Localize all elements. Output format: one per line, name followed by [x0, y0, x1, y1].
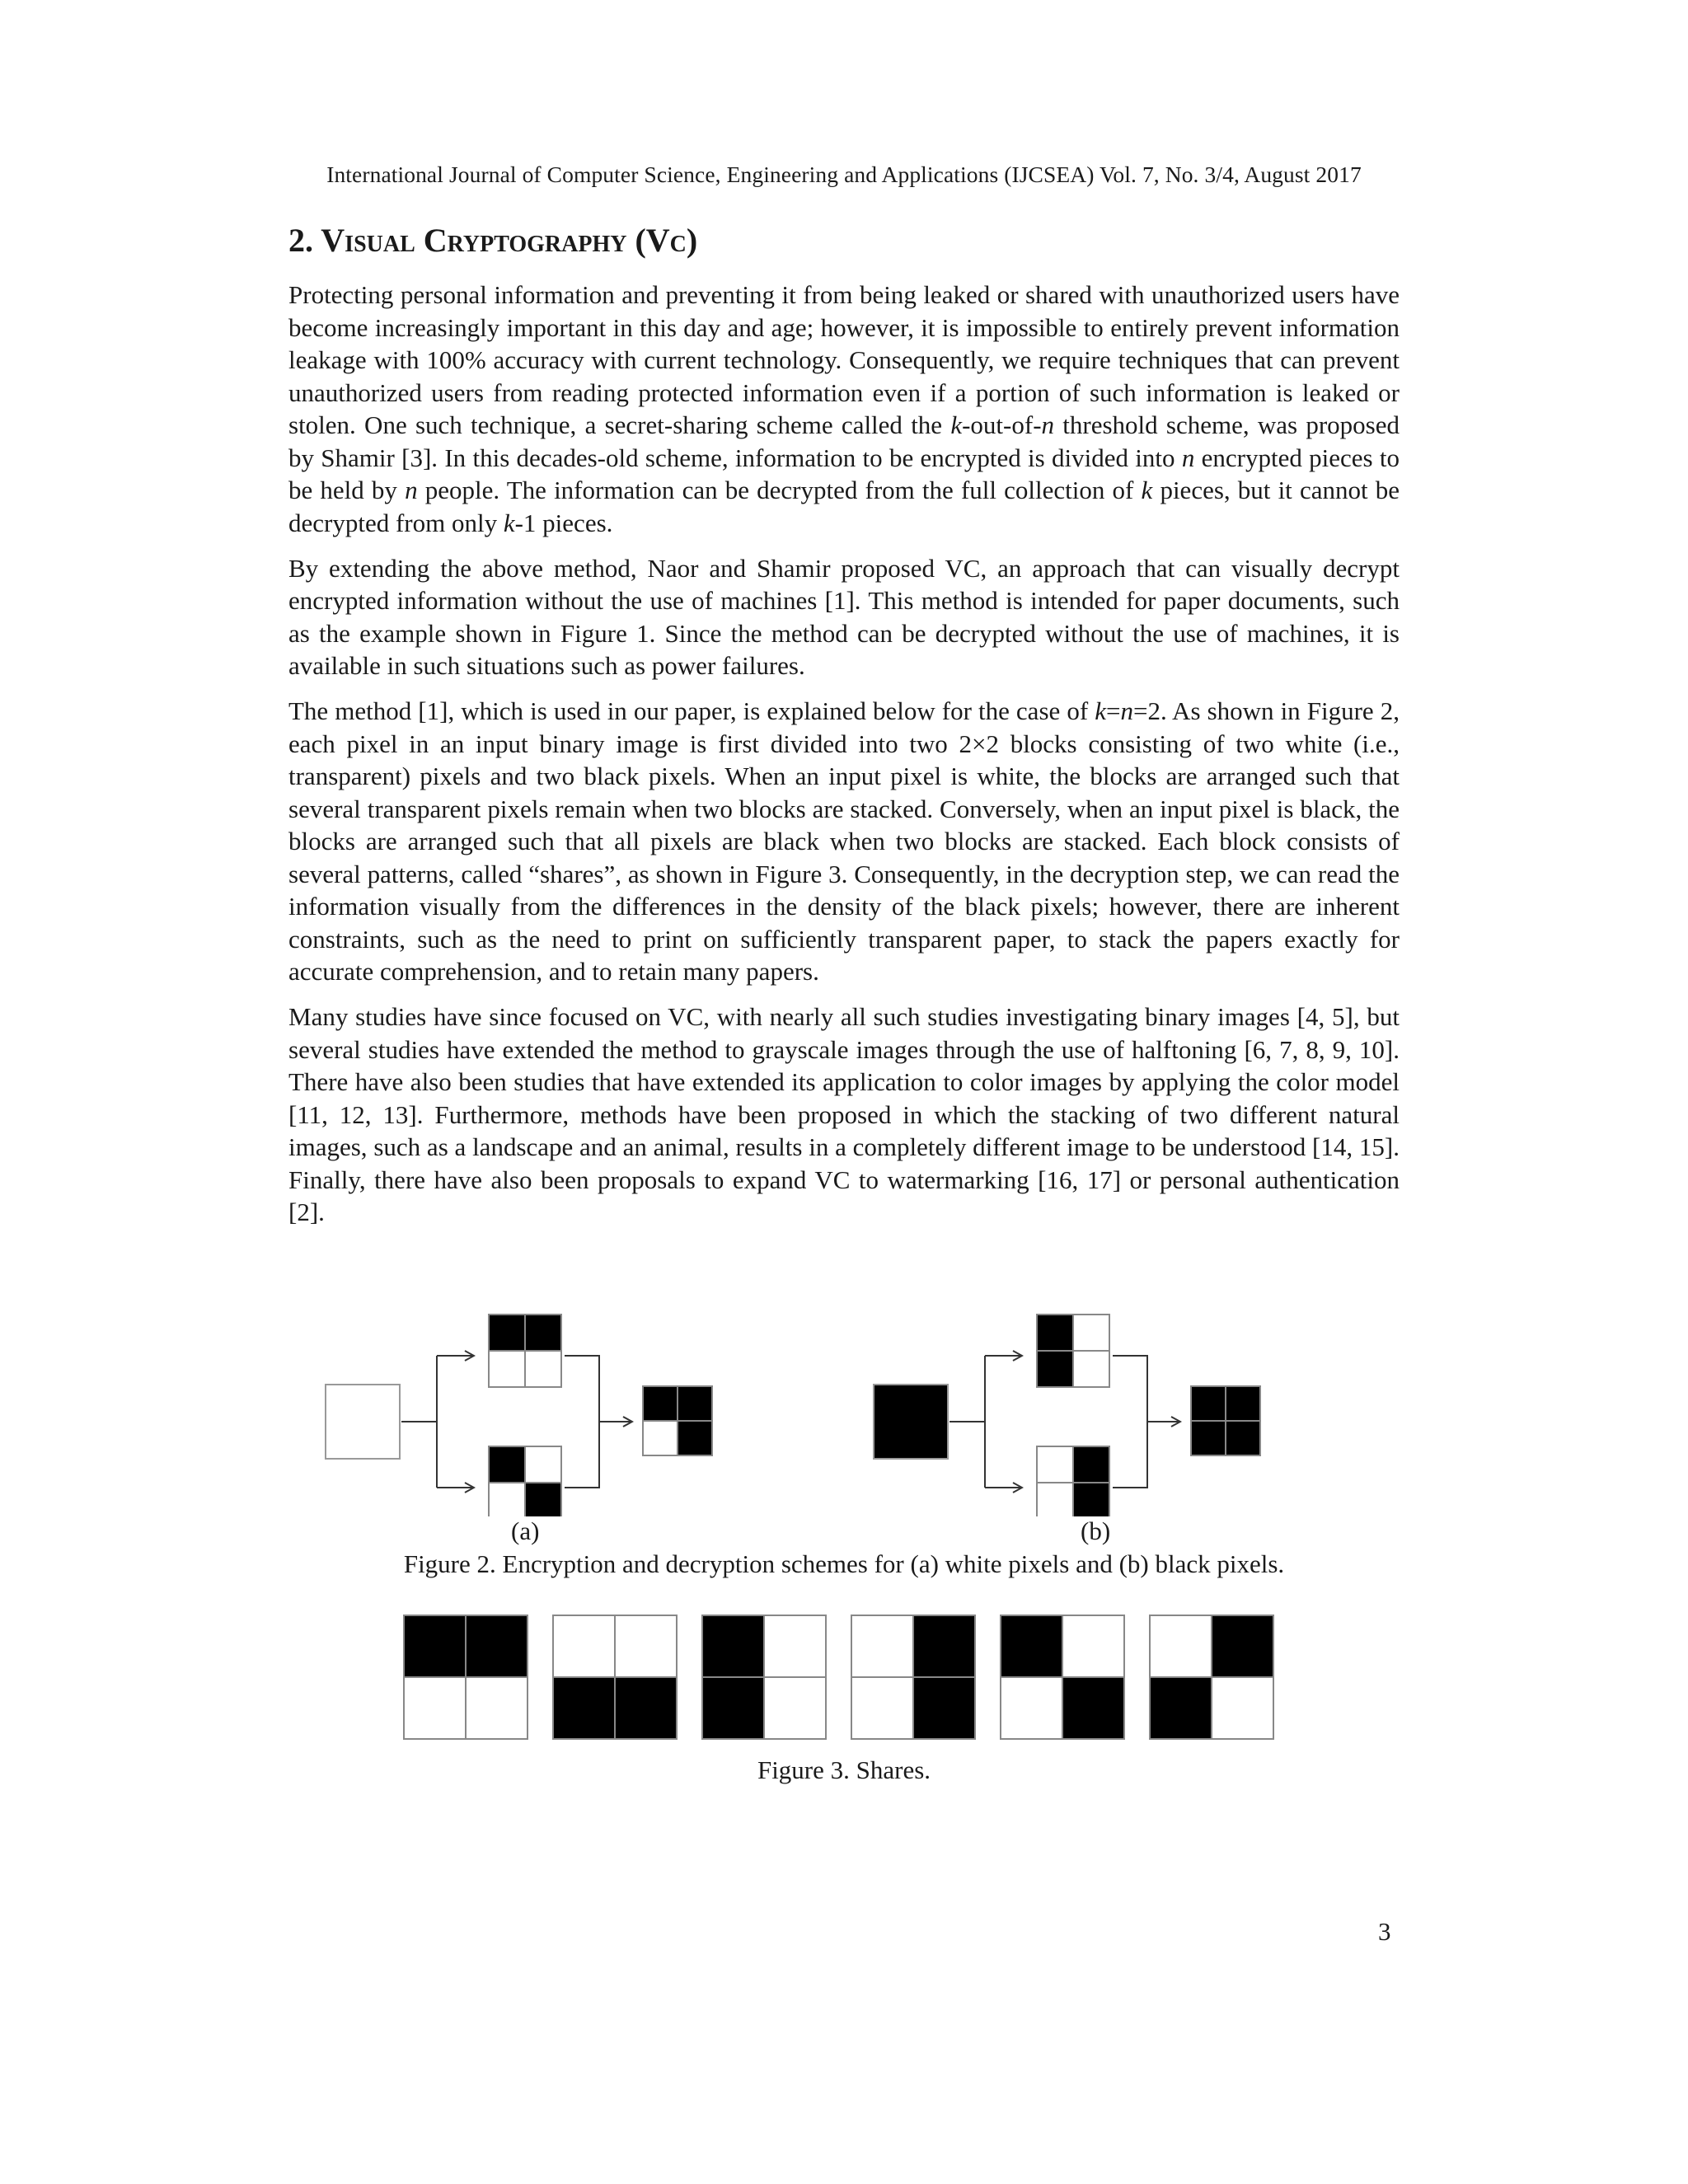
fig2b-share2: [1037, 1446, 1109, 1516]
fig2a-stacked-cell: [643, 1386, 678, 1421]
fig2b-share1-cell: [1073, 1315, 1109, 1351]
fig2b-share1: [1037, 1315, 1109, 1387]
share-1-cell: [404, 1615, 466, 1677]
share-1-cell: [404, 1677, 466, 1739]
fig2a-share2: [489, 1446, 561, 1516]
share-5-cell: [1062, 1677, 1124, 1739]
fig2a-stacked-cell: [678, 1421, 712, 1455]
figure-3-shares: [396, 1611, 1302, 1751]
fig2a-share1: [489, 1315, 561, 1387]
figure-2a: [326, 1315, 712, 1516]
fig2b-share1-cell: [1037, 1351, 1073, 1387]
figure-2-diagram: [313, 1310, 1302, 1516]
fig2a-stacked-cell: [643, 1421, 678, 1455]
share-2: [553, 1615, 677, 1739]
share-3-cell: [702, 1677, 764, 1739]
fig2a-share1-cell: [489, 1351, 525, 1387]
share-4-cell: [913, 1615, 975, 1677]
fig2b-stacked-cell: [1226, 1421, 1260, 1455]
fig2b-stacked-cell: [1191, 1386, 1226, 1421]
fig2b-share2-cell: [1073, 1446, 1109, 1483]
share-2-cell: [553, 1615, 615, 1677]
fig2a-share2-cell: [525, 1446, 561, 1483]
share-3-cell: [702, 1615, 764, 1677]
fig2a-share1-cell: [525, 1315, 561, 1351]
fig2a-share1-cell: [525, 1351, 561, 1387]
share-4-cell: [851, 1677, 913, 1739]
running-header: International Journal of Computer Science, Engineering and Applications (IJCSEA) Vol. 7, No. 3/4, August 2017: [326, 162, 1362, 187]
section-heading: [288, 221, 697, 260]
share-3-cell: [764, 1677, 826, 1739]
share-3-cell: [764, 1615, 826, 1677]
fig2b-share2-cell: [1037, 1483, 1073, 1516]
section-title: Visual Cryptography (Vc): [321, 222, 698, 259]
paragraph-4: Many studies have since focused on VC, with nearly all such studies investigating binary images [4, 5], but several studies have extended the method to grayscale images through the use of halftoning [6, 7, 8, 9, 10]. There have also been studies that have extended its application to color images by applying the color model [11, 12, 13]. Furthermore, methods have been proposed in which the stacking of two different natural images, such as a landscape and an animal, results in a completely different image to be understood [14, 15]. Finally, there have also been proposals to expand VC to watermarking [16, 17] or personal authentication [2].: [288, 1002, 1400, 1226]
share-4-cell: [913, 1677, 975, 1739]
figure-2b-label: (b): [1081, 1516, 1111, 1545]
fig2a-stacked: [643, 1386, 712, 1455]
share-5-cell: [1001, 1677, 1062, 1739]
paragraph-1: Protecting personal information and preventing it from being leaked or shared with unauthorized users have become increasingly important in this day and age; however, it is impossible to entirely prevent information leakage with 100% accuracy with current technology. Consequently, we require techniques that can prevent unauthorized users from reading protected information even if a portion of such information is leaked or stolen. One such technique, a secret-sharing scheme called the k-out-of-n threshold scheme, was proposed by Shamir [3]. In this decades-old scheme, information to be encrypted is divided into n encrypted pieces to be held by n people. The information can be decrypted from the full collection of k pieces, but it cannot be decrypted from only k-1 pieces.: [288, 280, 1400, 537]
fig2a-merge: [565, 1356, 599, 1488]
share-4-cell: [851, 1615, 913, 1677]
fig2b-share2-cell: [1037, 1446, 1073, 1483]
body-text: [288, 279, 1400, 1241]
fig2b-stacked-cell: [1191, 1421, 1226, 1455]
fig2b-share2-cell: [1073, 1483, 1109, 1516]
fig2b-share1-cell: [1073, 1351, 1109, 1387]
share-4: [851, 1615, 975, 1739]
share-5: [1001, 1615, 1124, 1739]
fig2a-input-pixel: [326, 1385, 400, 1459]
paragraph-3: The method [1], which is used in our paper, is explained below for the case of k=n=2. As shown in Figure 2, each pixel in an input binary image is first divided into two 2×2 blocks consisting of two white (i.e., transparent) pixels and two black pixels. When an input pixel is white, the blocks are arranged such that several transparent pixels remain when two blocks are stacked. Conversely, when an input pixel is black, the blocks are arranged such that all pixels are black when two blocks are stacked. Each block consists of several patterns, called “shares”, as shown in Figure 3. Consequently, in the decryption step, we can read the information visually from the differences in the density of the black pixels; however, there are inherent constraints, such as the need to print on sufficiently transparent paper, to stack the papers exactly for accurate comprehension, and to retain many papers.: [288, 696, 1400, 986]
share-6-cell: [1212, 1615, 1273, 1677]
share-6: [1150, 1615, 1273, 1739]
paragraph-2: By extending the above method, Naor and Shamir proposed VC, an approach that can visually decrypt encrypted information without the use of machines [1]. This method is intended for paper documents, such as the example shown in Figure 1. Since the method can be decrypted without the use of machines, it is available in such situations such as power failures.: [288, 553, 1400, 680]
share-5-cell: [1062, 1615, 1124, 1677]
fig2a-share2-cell: [489, 1446, 525, 1483]
fig2a-share2-cell: [489, 1483, 525, 1516]
share-2-cell: [553, 1677, 615, 1739]
fig2b-stacked-cell: [1226, 1386, 1260, 1421]
share-2-cell: [615, 1615, 677, 1677]
share-6-cell: [1150, 1677, 1212, 1739]
figure-2b: [874, 1315, 1260, 1516]
fig2a-share2-cell: [525, 1483, 561, 1516]
share-1-cell: [466, 1615, 528, 1677]
fig2a-stacked-cell: [678, 1386, 712, 1421]
figure-2-caption: Figure 2. Encryption and decryption schemes for (a) white pixels and (b) black pixels.: [403, 1549, 1285, 1578]
share-6-cell: [1212, 1677, 1273, 1739]
figure-3-caption: Figure 3. Shares.: [757, 1755, 931, 1784]
share-6-cell: [1150, 1615, 1212, 1677]
fig2b-input-pixel-cell: [874, 1385, 948, 1459]
share-1-cell: [466, 1677, 528, 1739]
figure-3: [396, 1611, 1302, 1755]
share-1: [404, 1615, 528, 1739]
section-number: 2.: [288, 222, 313, 259]
share-3: [702, 1615, 826, 1739]
figure-2a-label: (a): [511, 1516, 540, 1545]
share-5-cell: [1001, 1615, 1062, 1677]
fig2b-merge: [1113, 1356, 1147, 1488]
share-2-cell: [615, 1677, 677, 1739]
figure-2: [313, 1310, 1302, 1516]
fig2b-stacked: [1191, 1386, 1260, 1455]
fig2b-input-pixel: [874, 1385, 948, 1459]
fig2a-input-pixel-cell: [326, 1385, 400, 1459]
page-number: 3: [1378, 1917, 1391, 1946]
fig2a-share1-cell: [489, 1315, 525, 1351]
fig2b-share1-cell: [1037, 1315, 1073, 1351]
